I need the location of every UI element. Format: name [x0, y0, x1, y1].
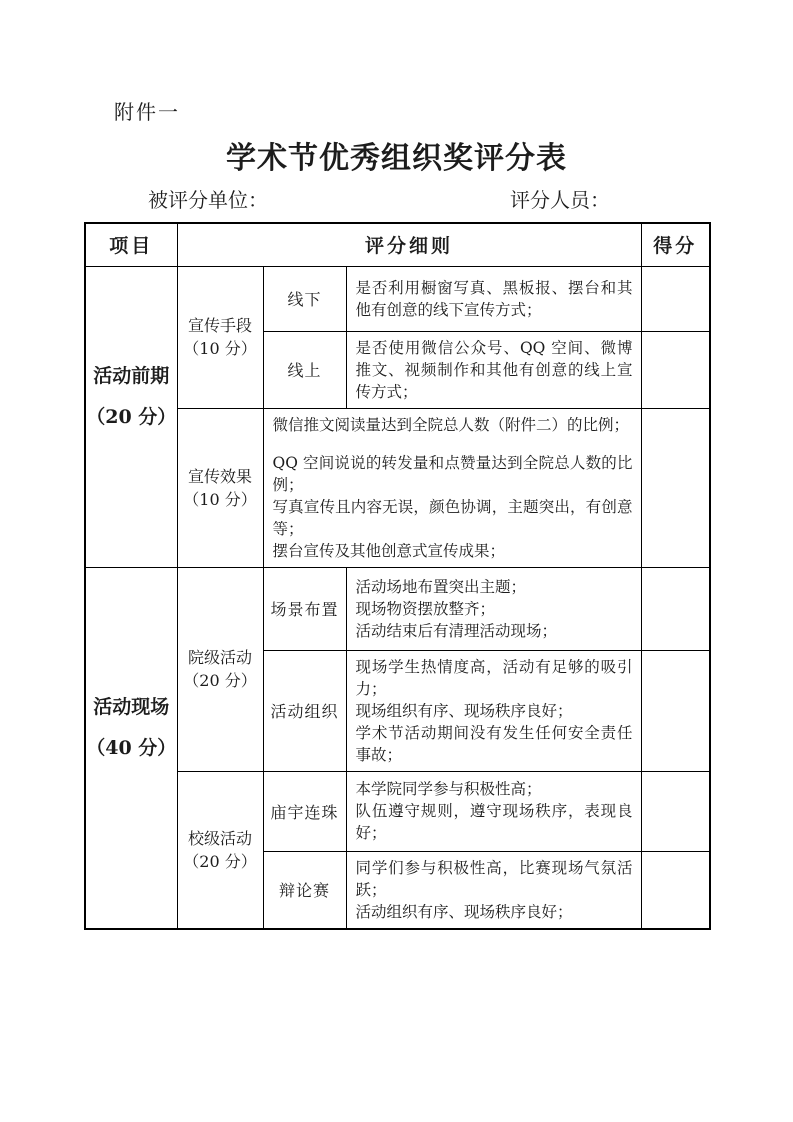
- rule-line: 微信推文阅读量达到全院总人数（附件二）的比例；: [272, 415, 630, 434]
- rule-line: 现场物资摆放整齐；: [355, 599, 496, 618]
- table-row: [85, 408, 710, 567]
- rule-line: [273, 436, 633, 452]
- rule-line: 活动组织有序、现场秩序良好；: [355, 902, 573, 921]
- section-title: 活动前期: [93, 365, 170, 387]
- rules-cell-debate: [346, 851, 641, 929]
- rule-line: 同学们参与积极性高，比赛现场气氛活跃；: [355, 858, 633, 899]
- page-title: 学术节优秀组织奖评分表: [226, 141, 567, 176]
- section-title: 活动现场: [93, 696, 170, 718]
- rules-cell-temple-lianzhu: [346, 771, 641, 851]
- section-points: （20 分）: [86, 406, 177, 428]
- table-header-row: [85, 223, 710, 266]
- score-cell[interactable]: [641, 266, 710, 331]
- rules-cell-scene-setup: [346, 567, 641, 650]
- rule-line: 摆台宣传及其他创意式宣传成果；: [272, 541, 506, 560]
- rule-line: 本学院同学参与积极性高；: [355, 780, 542, 798]
- rules-cell-offline: [346, 266, 641, 331]
- rules-cell-publicity-effect: [263, 408, 641, 567]
- section-cell-on-site: [85, 567, 177, 929]
- rule-line: 现场学生热情度高，活动有足够的吸引力；: [355, 657, 633, 698]
- score-cell[interactable]: [641, 851, 710, 929]
- header-item-cell: 项目: [85, 223, 177, 266]
- group-points: （20 分）: [183, 851, 257, 871]
- rule-line: 是否使用微信公众号、QQ 空间、微博推文、视频制作和其他有创意的线上宣传方式；: [355, 338, 633, 401]
- rater-blank[interactable]: [610, 191, 750, 213]
- group-cell-publicity-means: [177, 266, 263, 408]
- section-cell-pre-activity: [85, 266, 177, 567]
- criterion-cell-debate: 辩论赛: [263, 851, 346, 929]
- group-points: （10 分）: [183, 339, 257, 358]
- rule-line: 现场组织有序、现场秩序良好；: [355, 701, 573, 720]
- rule-line: 写真宣传且内容无误，颜色协调，主题突出，有创意等；: [272, 497, 633, 538]
- rater-label: [510, 184, 750, 213]
- rule-line: 是否利用橱窗写真、黑板报、摆台和其他有创意的线下宣传方式；: [355, 278, 633, 319]
- group-cell-college-activity: [177, 567, 263, 771]
- rule-line: 活动结束后有清理活动现场；: [355, 621, 558, 640]
- rules-cell-online: [346, 331, 641, 408]
- rule-line: 学术节活动期间没有发生任何安全责任事故；: [355, 723, 633, 764]
- group-title: 校级活动: [187, 828, 252, 848]
- group-cell-school-activity: [177, 771, 263, 929]
- rated-unit-blank[interactable]: [268, 191, 408, 213]
- group-points: （20 分）: [183, 671, 257, 690]
- section-points: （40 分）: [86, 737, 177, 759]
- rater-label-text: 评分人员：: [510, 188, 610, 212]
- group-title: 宣传效果: [187, 466, 252, 486]
- group-title: 院级活动: [187, 648, 252, 667]
- criterion-cell-online: 线上: [263, 331, 346, 408]
- score-cell[interactable]: [641, 650, 710, 771]
- group-cell-publicity-effect: [177, 408, 263, 567]
- score-cell[interactable]: [641, 771, 710, 851]
- rule-line: QQ 空间说说的转发量和点赞量达到全院总人数的比例；: [272, 453, 633, 494]
- table-row: [85, 567, 710, 650]
- criterion-cell-offline: 线下: [263, 266, 346, 331]
- score-cell[interactable]: [641, 567, 710, 650]
- group-title: 宣传手段: [187, 316, 252, 335]
- score-cell[interactable]: [641, 331, 710, 408]
- header-rules-cell: 评分细则: [177, 223, 641, 266]
- criterion-cell-scene-setup: 场景布置: [263, 567, 346, 650]
- rated-unit-label: [148, 184, 408, 213]
- score-cell[interactable]: [641, 408, 710, 567]
- attachment-label: 附件一: [114, 100, 180, 124]
- rated-unit-label-text: 被评分单位：: [148, 188, 268, 212]
- table-row: [85, 266, 710, 331]
- scoring-table: [84, 222, 711, 930]
- criterion-cell-activity-organization: 活动组织: [263, 650, 346, 771]
- criterion-cell-temple-lianzhu: 庙宇连珠: [263, 771, 346, 851]
- rule-line: 队伍遵守规则，遵守现场秩序，表现良好；: [355, 802, 633, 842]
- header-score-cell: 得分: [641, 223, 710, 266]
- table-row: [85, 771, 710, 851]
- rules-cell-activity-organization: [346, 650, 641, 771]
- group-points: （10 分）: [183, 489, 257, 509]
- rule-line: 活动场地布置突出主题；: [355, 577, 527, 596]
